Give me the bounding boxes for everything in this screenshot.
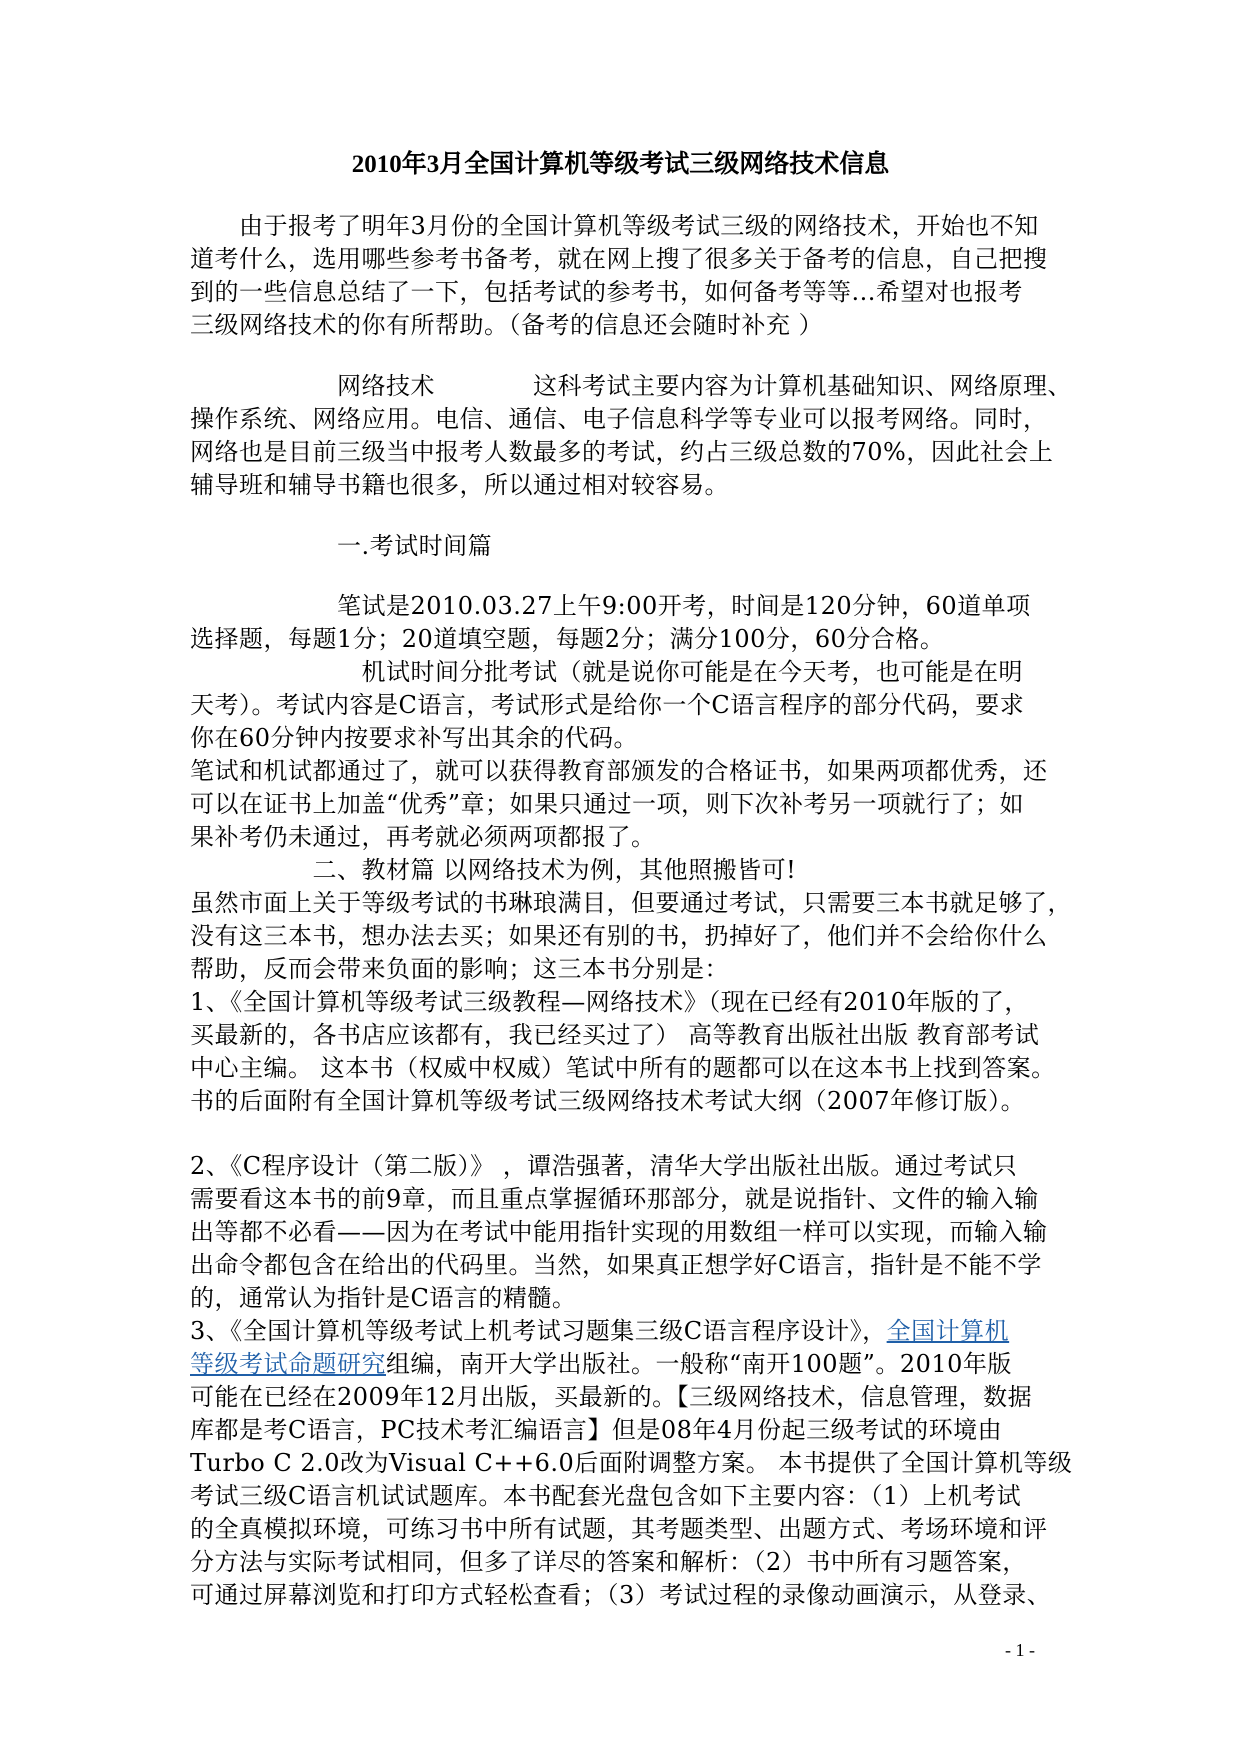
text-line: 到的一些信息总结了一下，包括考试的参考书，如何备考等等...希望对也报考 xyxy=(190,278,1023,306)
text-line: 由于报考了明年3月份的全国计算机等级考试三级的网络技术，开始也不知 xyxy=(190,212,1039,240)
exam-time-paragraph xyxy=(190,590,1072,1118)
text-line: 可通过屏幕浏览和打印方式轻松查看；（3）考试过程的录像动画演示，从登录、 xyxy=(190,1581,1052,1609)
text-line: 的，通常认为指针是C语言的精髓。 xyxy=(190,1284,577,1312)
text-line: 道考什么，选用哪些参考书备考，就在网上搜了很多关于备考的信息，自己把搜 xyxy=(190,245,1048,273)
book3-line-1 xyxy=(190,1315,1062,1348)
text-line: 可以在证书上加盖“优秀”章；如果只通过一项，则下次补考另一项就行了；如 xyxy=(190,790,1025,818)
text-line: 的全真模拟环境，可练习书中所有试题，其考题类型、出题方式、考场环境和评 xyxy=(190,1515,1048,1543)
book3-line-2 xyxy=(190,1348,1062,1381)
text-line: 没有这三本书，想办法去买；如果还有别的书，扔掉好了，他们并不会给你什么 xyxy=(190,922,1048,950)
text-line: 三级网络技术的你有所帮助。（备考的信息还会随时补充 ） xyxy=(190,311,824,339)
text-line: 操作系统、网络应用。电信、通信、电子信息科学等专业可以报考网络。同时， xyxy=(190,405,1048,433)
text-line: 你在60分钟内按要求补写出其余的代码。 xyxy=(190,724,639,752)
text-line: 虽然市面上关于等级考试的书琳琅满目，但要通过考试，只需要三本书就足够了， xyxy=(190,889,1072,917)
text-line: 可能在已经在2009年12月出版，买最新的。【三级网络技术，信息管理，数据 xyxy=(190,1383,1033,1411)
text-line: 分方法与实际考试相同，但多了详尽的答案和解析：（2）书中所有习题答案， xyxy=(190,1548,1027,1576)
text-line: 笔试是2010.03.27上午9:00开考，时间是120分钟，60道单项 xyxy=(190,592,1031,620)
text-line: 选择题，每题1分；20道填空题，每题2分；满分100分，60分合格。 xyxy=(190,625,945,653)
text-line: 书的后面附有全国计算机等级考试三级网络技术考试大纲（2007年修订版）。 xyxy=(190,1087,1026,1115)
text-line: 笔试和机试都通过了，就可以获得教育部颁发的合格证书，如果两项都优秀，还 xyxy=(190,757,1048,785)
text-line: 出等都不必看——因为在考试中能用指针实现的用数组一样可以实现，而输入输 xyxy=(190,1218,1048,1246)
text-line: 库都是考C语言，PC技术考汇编语言】但是08年4月份起三级考试的环境由 xyxy=(190,1416,1003,1444)
text-line: 出命令都包含在给出的代码里。当然，如果真正想学好C语言，指针是不能不学 xyxy=(190,1251,1042,1279)
network-paragraph xyxy=(190,370,1072,502)
book2-paragraph xyxy=(190,1150,1073,1612)
intro-paragraph xyxy=(190,210,1062,342)
text-line: Turbo C 2.0改为Visual C++6.0后面附调整方案。 本书提供了全国计算机等级 xyxy=(190,1449,1073,1477)
page-number: - 1 - xyxy=(1005,1640,1035,1660)
text-line: 1、《全国计算机等级考试三级教程—网络技术》（现在已经有2010年版的了， xyxy=(190,988,1029,1016)
text-line: 机试时间分批考试（就是说你可能是在今天考，也可能是在明 xyxy=(190,658,1023,686)
exam-research-link-cont[interactable]: 等级考试命题研究 xyxy=(190,1350,386,1378)
text-line: 需要看这本书的前9章，而且重点掌握循环那部分，就是说指针、文件的输入输 xyxy=(190,1185,1039,1213)
text-line: 帮助，反而会带来负面的影响；这三本书分别是： xyxy=(190,955,729,983)
text-line: 网络也是目前三级当中报考人数最多的考试，约占三级总数的70%，因此社会上 xyxy=(190,438,1054,466)
book3-suffix: 组编，南开大学出版社。一般称“南开100题”。2010年版 xyxy=(386,1350,1012,1378)
section-heading-exam-time xyxy=(190,530,1062,563)
page-title: 2010年3月全国计算机等级考试三级网络技术信息 xyxy=(351,151,890,178)
text-line: 买最新的，各书店应该都有，我已经买过了） 高等教育出版社出版 教育部考试 xyxy=(190,1021,1040,1049)
text-line: 辅导班和辅导书籍也很多，所以通过相对较容易。 xyxy=(190,471,729,499)
exam-research-link[interactable]: 全国计算机 xyxy=(886,1317,1010,1345)
text-line: 中心主编。 这本书（权威中权威）笔试中所有的题都可以在这本书上找到答案。 xyxy=(190,1054,1056,1082)
book3-prefix: 3、《全国计算机等级考试上机考试习题集三级C语言程序设计》， xyxy=(190,1317,887,1345)
text-line: 考试三级C语言机试试题库。本书配套光盘包含如下主要内容：（1）上机考试 xyxy=(190,1482,1022,1510)
text-line: 果补考仍未通过，再考就必须两项都报了。 xyxy=(190,823,656,851)
text-line: 2、《C程序设计（第二版）》 ，谭浩强著，清华大学出版社出版。通过考试只 xyxy=(190,1152,1018,1180)
text-line: 天考）。考试内容是C语言，考试形式是给你一个C语言程序的部分代码，要求 xyxy=(190,691,1025,719)
section-heading-textbooks: 二、教材篇 以网络技术为例，其他照搬皆可! xyxy=(190,856,797,884)
heading-text: 一.考试时间篇 xyxy=(190,532,493,560)
text-line: 网络技术 这科考试主要内容为计算机基础知识、网络原理、 xyxy=(190,372,1072,400)
